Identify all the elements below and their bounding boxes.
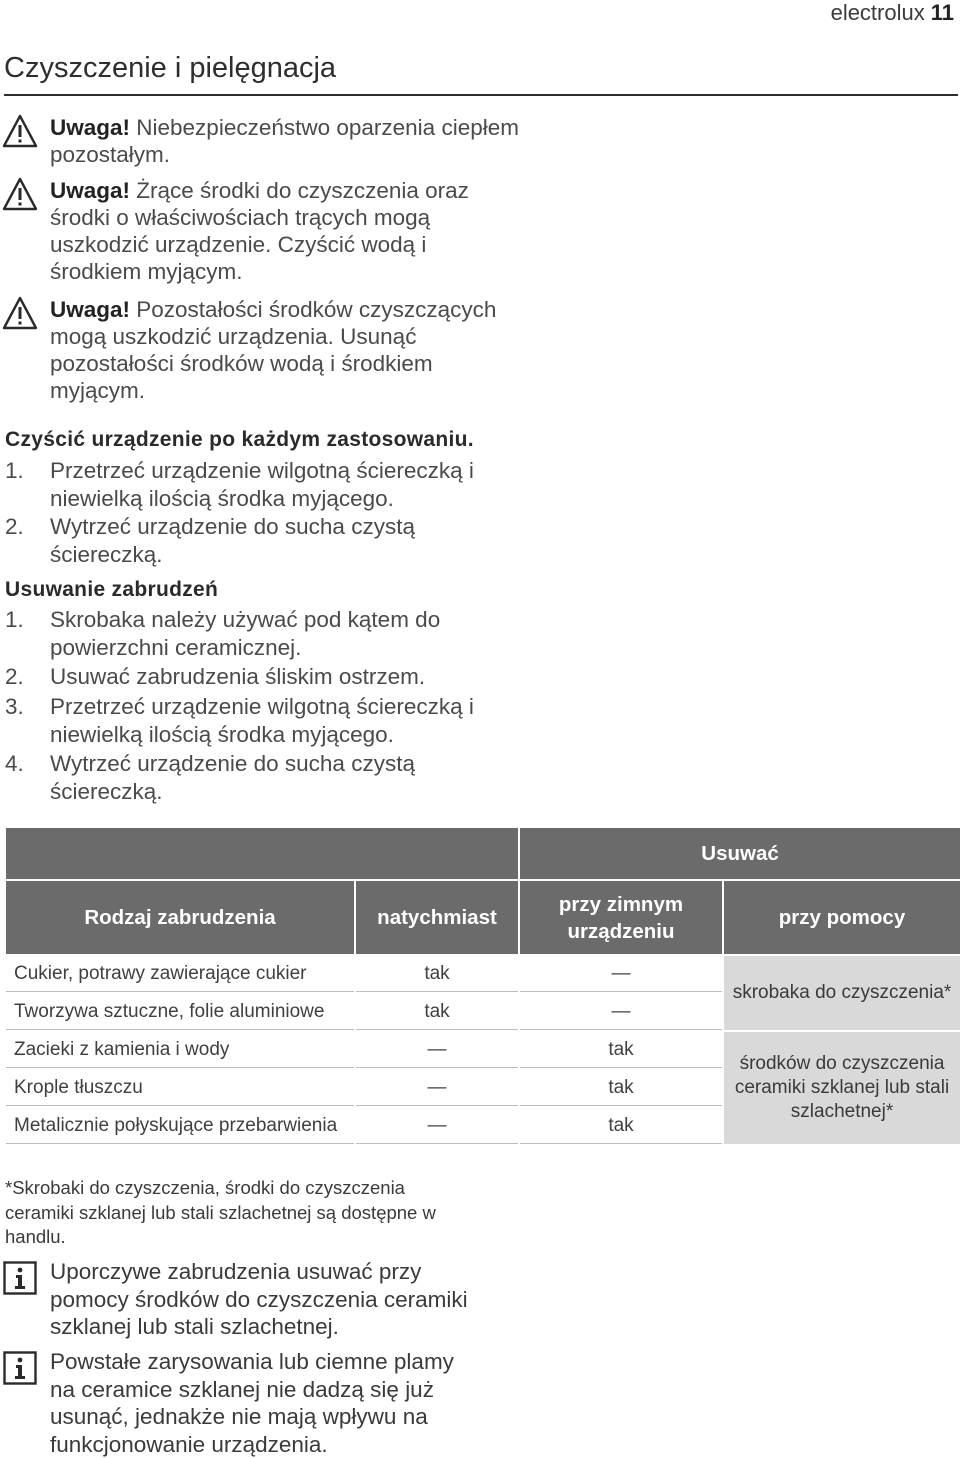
stain-type-cell: Zacieki z kamienia i wody <box>6 1032 354 1068</box>
table-group-header-row <box>6 828 960 879</box>
step-text: Przetrzeć urządzenie wilgotną ściereczką i niewielką ilością środka myjącego. <box>50 458 474 511</box>
info-note-1 <box>0 1258 480 1341</box>
cold-cell: tak <box>520 1108 722 1144</box>
table-corner <box>6 828 518 879</box>
warning-triangle-icon <box>2 177 38 211</box>
warning-label: Uwaga! <box>50 115 131 140</box>
after-use-step <box>5 513 525 568</box>
col-header-stain-type: Rodzaj zabrudzenia <box>6 881 354 954</box>
immediately-cell: tak <box>356 994 518 1030</box>
cleaning-table <box>4 826 960 1146</box>
table-footnote: *Skrobaki do czyszczenia, środki do czyszczenia ceramiki szklanej lub stali szlachetnej są dostępne w handlu. <box>5 1177 436 1247</box>
step-number: 3. <box>5 694 24 719</box>
stain-step <box>5 750 525 805</box>
table-header-row <box>6 881 960 954</box>
tool-cell-cleaner: środków do czyszczenia ceramiki szklanej lub stali szlachetnej* <box>724 1032 960 1144</box>
col-header-immediately: natychmiast <box>356 881 518 954</box>
info-note-text: Powstałe zarysowania lub ciemne plamy na ceramice szklanej nie dadzą się już usunąć, jednakże nie mają wpływu na funkcjonowanie urządzenia. <box>50 1349 454 1457</box>
stain-step <box>5 606 525 661</box>
immediately-cell: — <box>356 1032 518 1068</box>
stain-type-cell: Metalicznie połyskujące przebarwienia <box>6 1108 354 1144</box>
info-note-2 <box>0 1348 480 1458</box>
warning-triangle-icon <box>2 296 38 330</box>
step-number: 2. <box>5 664 24 689</box>
warning-label: Uwaga! <box>50 178 131 203</box>
immediately-cell: tak <box>356 956 518 992</box>
stain-step <box>5 663 525 691</box>
step-text: Wytrzeć urządzenie do sucha czystą ściereczką. <box>50 751 415 804</box>
table-row <box>6 1032 960 1068</box>
warning-3 <box>0 296 520 404</box>
page-header <box>831 0 954 26</box>
cold-cell: tak <box>520 1032 722 1068</box>
page-number: 11 <box>930 0 954 25</box>
cold-cell: — <box>520 994 722 1030</box>
group-header-remove: Usuwać <box>520 828 960 879</box>
warning-triangle-icon <box>2 114 38 148</box>
stain-type-cell: Tworzywa sztuczne, folie aluminiowe <box>6 994 354 1030</box>
info-icon <box>3 1351 37 1385</box>
col-header-when-cold: przy zimnym urządzeniu <box>520 881 722 954</box>
step-text: Wytrzeć urządzenie do sucha czystą ściereczką. <box>50 514 415 567</box>
step-number: 4. <box>5 751 24 776</box>
step-number: 1. <box>5 607 24 632</box>
step-text: Przetrzeć urządzenie wilgotną ściereczką i niewielką ilością środka myjącego. <box>50 694 474 747</box>
warning-text: Żrące środki do czyszczenia oraz środki o właściwościach trących mogą uszkodzić urządzenie. Czyścić wodą i środkiem myjącym. <box>50 178 469 284</box>
immediately-cell: — <box>356 1070 518 1106</box>
stain-type-cell: Cukier, potrawy zawierające cukier <box>6 956 354 992</box>
step-text: Usuwać zabrudzenia śliskim ostrzem. <box>50 664 426 689</box>
col-header-using: przy pomocy <box>724 881 960 954</box>
cold-cell: — <box>520 956 722 992</box>
warning-text: Niebezpieczeństwo oparzenia ciepłem pozostałym. <box>50 115 519 167</box>
stain-step <box>5 693 525 748</box>
warning-1 <box>0 114 520 168</box>
title-divider <box>4 94 958 96</box>
section-title: Czyszczenie i pielęgnacja <box>4 52 337 84</box>
info-icon <box>3 1261 37 1295</box>
tool-cell-scraper: skrobaka do czyszczenia* <box>724 956 960 1030</box>
step-number: 1. <box>5 458 24 483</box>
stain-type-cell: Krople tłuszczu <box>6 1070 354 1106</box>
warning-label: Uwaga! <box>50 297 131 322</box>
step-number: 2. <box>5 514 24 539</box>
warning-text: Pozostałości środków czyszczących mogą uszkodzić urządzenia. Usunąć pozostałości środków wodą i środkiem myjącym. <box>50 297 497 403</box>
after-use-heading: Czyścić urządzenie po każdym zastosowaniu. <box>5 428 474 451</box>
brand-name: electrolux <box>830 0 925 25</box>
cold-cell: tak <box>520 1070 722 1106</box>
immediately-cell: — <box>356 1108 518 1144</box>
after-use-step <box>5 457 525 512</box>
warning-2 <box>0 177 520 285</box>
stains-heading: Usuwanie zabrudzeń <box>5 578 219 601</box>
step-text: Skrobaka należy używać pod kątem do powierzchni ceramicznej. <box>50 607 441 660</box>
table-row <box>6 956 960 992</box>
info-note-text: Uporczywe zabrudzenia usuwać przy pomocy środków do czyszczenia ceramiki szklanej lub stali szlachetnej. <box>50 1259 468 1339</box>
